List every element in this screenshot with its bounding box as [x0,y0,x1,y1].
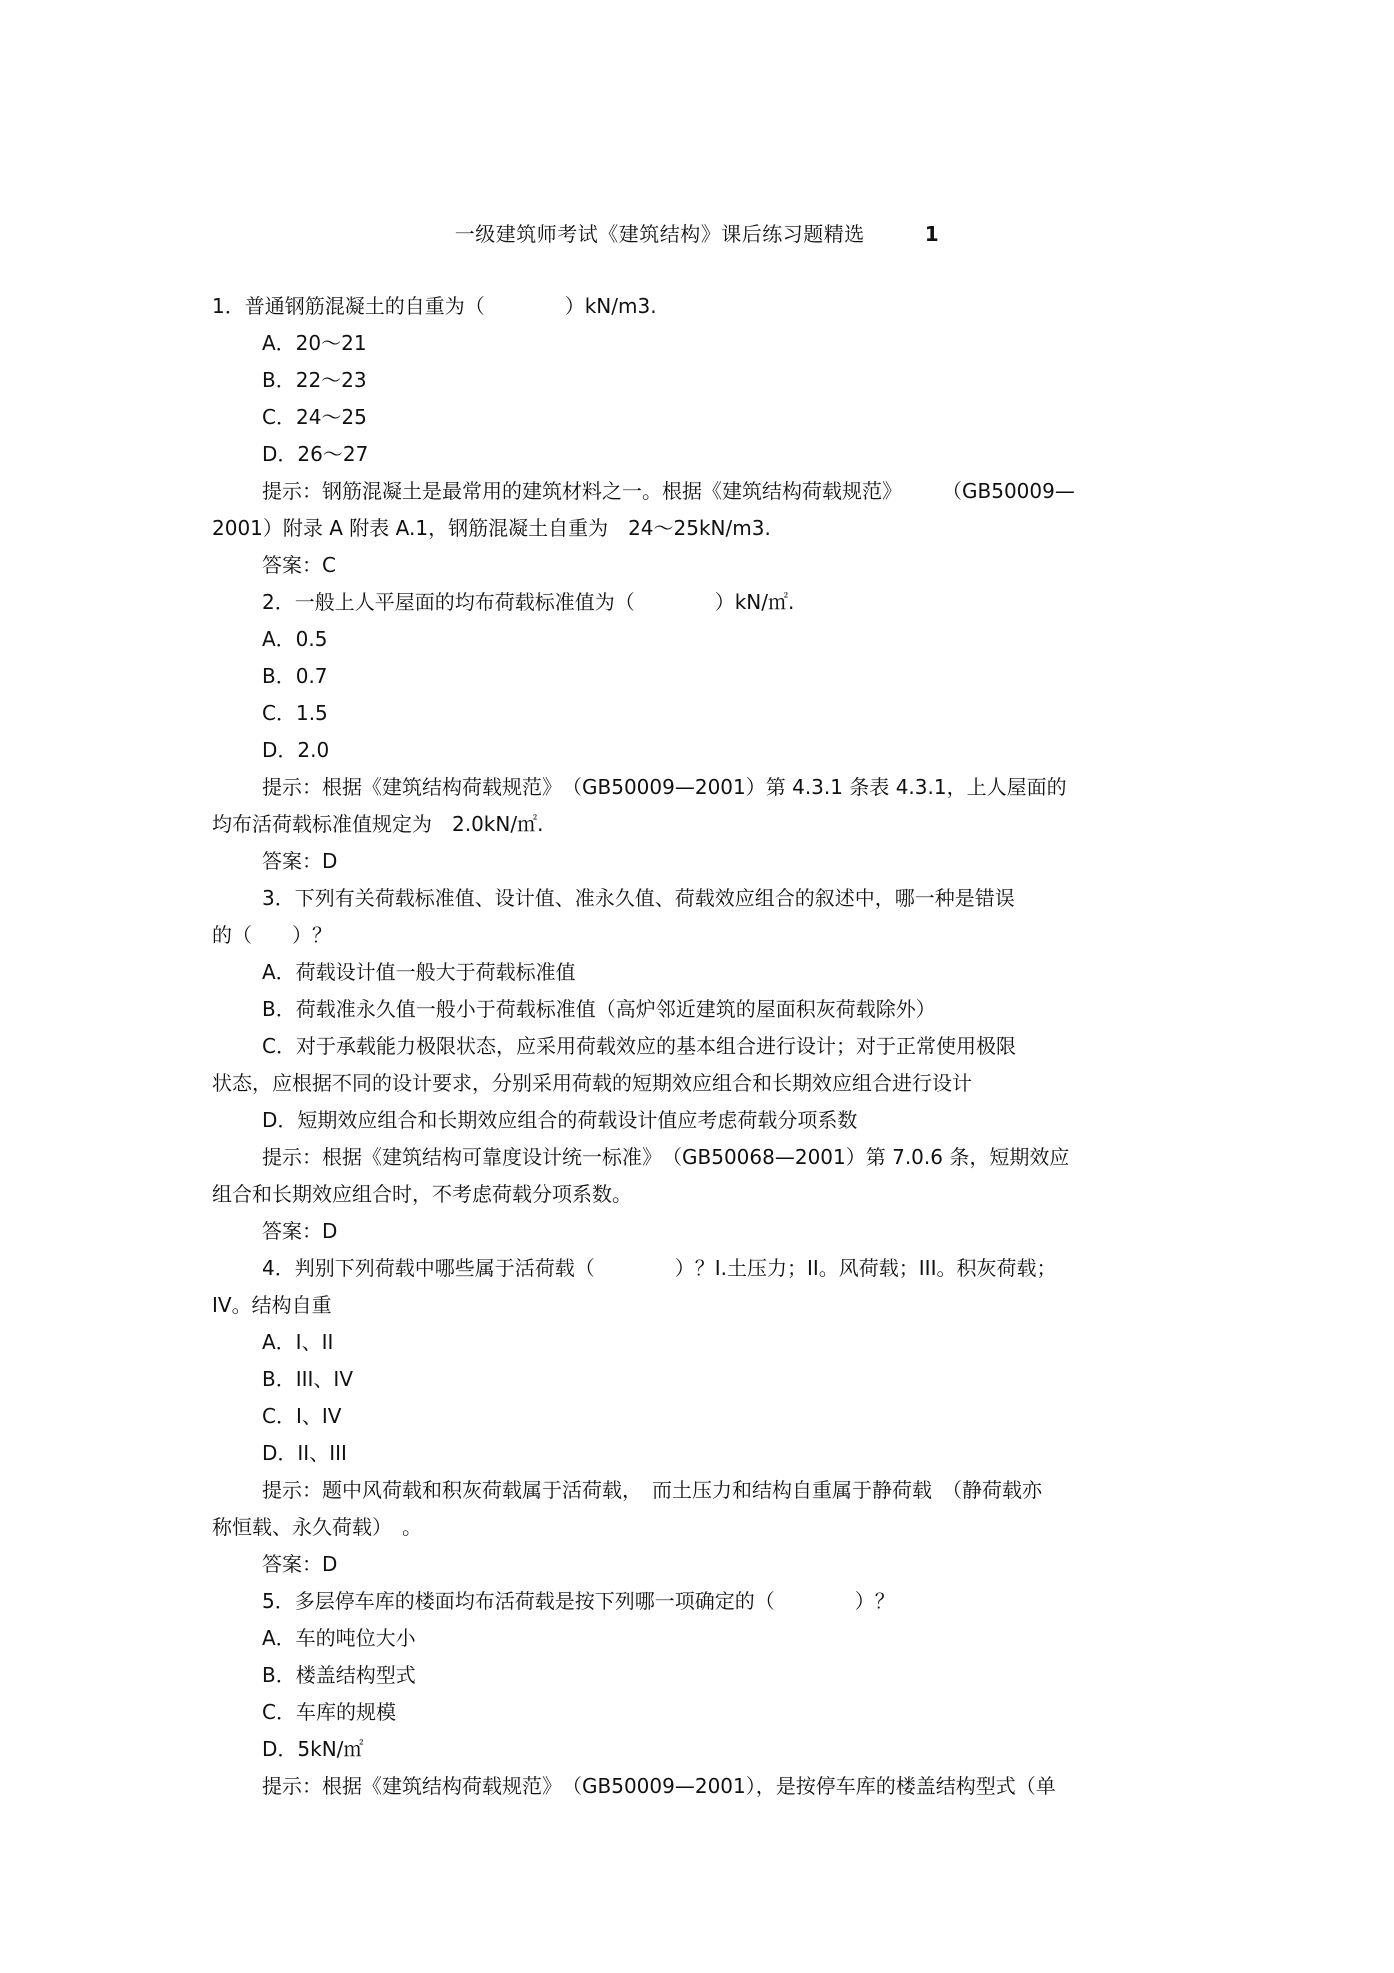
text-line: 提示：题中风荷载和积灰荷载属于活荷载， 而土压力和结构自重属于静荷载 （静荷载亦 [262,1478,1042,1502]
text-line: B．22～23 [262,368,367,392]
text-line: A．车的吨位大小 [262,1626,416,1650]
text-line: B．荷载准永久值一般小于荷载标准值（高炉邻近建筑的屋面积灰荷载除外） [262,997,936,1021]
title-number: 1 [924,222,940,246]
text-line: A．0.5 [262,627,328,651]
text-line: D．26～27 [262,442,369,466]
text-line: B．楼盖结构型式 [262,1663,416,1687]
text-line: 称恒载、永久荷载） 。 [212,1515,422,1539]
text-line: 答案：D [262,1219,338,1243]
text-line: 2．一般上人平屋面的均布荷载标准值为（ ）kN/㎡. [262,590,795,614]
text-line: C．车库的规模 [262,1700,396,1724]
page-title [0,218,1394,247]
text-line: A．荷载设计值一般大于荷载标准值 [262,960,576,984]
text-line: 3．下列有关荷载标准值、设计值、准永久值、荷载效应组合的叙述中，哪一种是错误 [262,886,1015,910]
text-line: 2001）附录 A 附表 A.1，钢筋混凝土自重为 24～25kN/m3. [212,516,771,540]
text-line: A．20～21 [262,331,367,355]
document-body [212,288,1187,1805]
text-line: 状态，应根据不同的设计要求，分别采用荷载的短期效应组合和长期效应组合进行设计 [212,1071,972,1095]
text-line: 提示：根据《建筑结构荷载规范》 （GB50009—2001），是按停车库的楼盖结构型式（单 [262,1774,1056,1798]
text-line: D．短期效应组合和长期效应组合的荷载设计值应考虑荷载分项系数 [262,1108,858,1132]
text-line: 提示：钢筋混凝土是最常用的建筑材料之一。根据《建筑结构荷载规范》 （GB50009— [262,479,1075,503]
text-line: 答案：D [262,849,338,873]
text-line: 4．判别下列荷载中哪些属于活荷载（ ）？I.土压力；II。风荷载；III。积灰荷载； [262,1256,1057,1280]
text-line: B．0.7 [262,664,328,688]
text-line: 5．多层停车库的楼面均布活荷载是按下列哪一项确定的（ ）？ [262,1589,895,1613]
title-text: 一级建筑师考试《建筑结构》课后练习题精选 [454,222,865,246]
text-line: 答案：D [262,1552,338,1576]
text-line: 提示：根据《建筑结构荷载规范》 （GB50009—2001）第 4.3.1 条表 4.3.1，上人屋面的 [262,775,1067,799]
text-line: 组合和长期效应组合时，不考虑荷载分项系数。 [212,1182,632,1206]
text-line: IV。结构自重 [212,1293,332,1317]
text-line: 均布活荷载标准值规定为 2.0kN/㎡. [212,812,544,836]
text-line: D．II、III [262,1441,347,1465]
text-line: C．24～25 [262,405,367,429]
text-line: D．2.0 [262,738,330,762]
text-line: A．I、II [262,1330,334,1354]
text-line: 的（ ）？ [212,923,332,947]
text-line: 1．普通钢筋混凝土的自重为（ ）kN/m3. [212,294,657,318]
text-line: 提示：根据《建筑结构可靠度设计统一标准》 （GB50068—2001）第 7.0.6 条，短期效应 [262,1145,1070,1169]
text-line: B．III、IV [262,1367,353,1391]
text-line: C．对于承载能力极限状态，应采用荷载效应的基本组合进行设计；对于正常使用极限 [262,1034,1016,1058]
text-line: D．5kN/㎡ [262,1737,364,1761]
text-line: 答案：C [262,553,336,577]
text-line: C．1.5 [262,701,328,725]
text-line: C．I、IV [262,1404,342,1428]
